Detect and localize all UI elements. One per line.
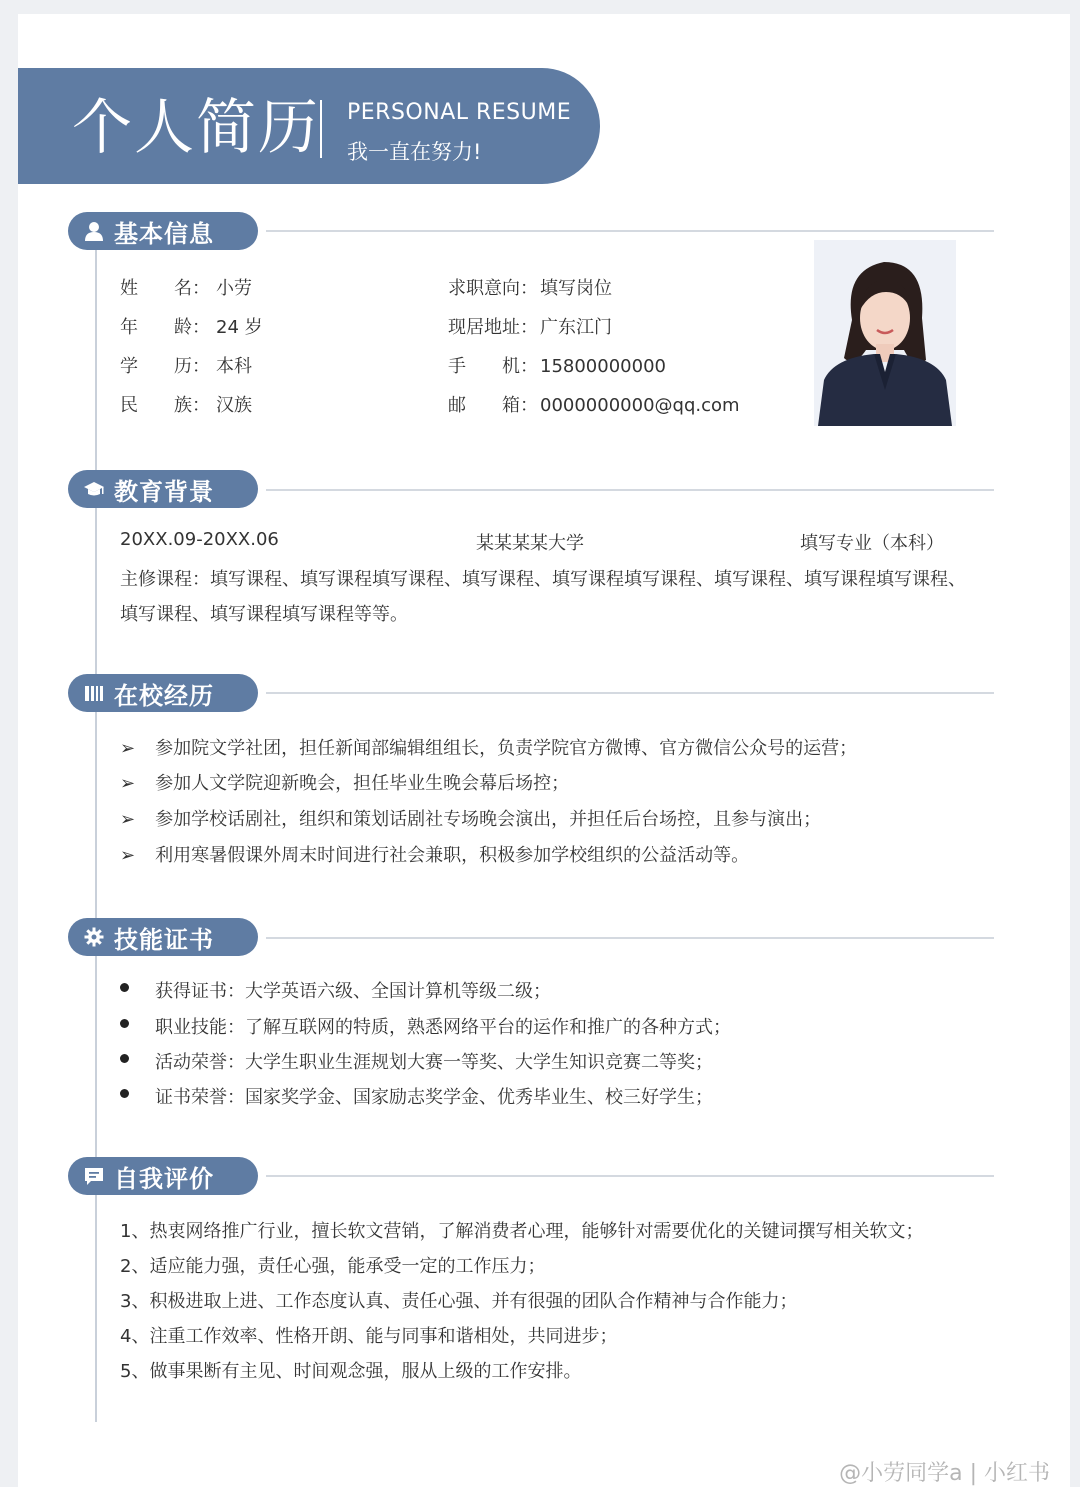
- campus-item: [120, 805, 821, 831]
- info-value: 填写岗位: [540, 278, 612, 299]
- timeline-line: [95, 228, 97, 1422]
- info-value: 本科: [216, 356, 252, 377]
- self-eval-item: 3、积极进取上进、工作态度认真、责任心强、并有很强的团队合作精神与合作能力；: [120, 1291, 798, 1312]
- profile-photo: [814, 240, 956, 426]
- bullet-dot-icon: [120, 1054, 129, 1063]
- section-divider-education: [266, 489, 994, 491]
- section-divider-skills: [266, 937, 994, 939]
- info-value: 广东江门: [540, 317, 612, 338]
- section-header-basic-info: [68, 212, 258, 250]
- section-title-education: 教育背景: [114, 477, 214, 506]
- edu-school: 某某某某大学: [476, 533, 584, 554]
- resume-subtitle-en: PERSONAL RESUME: [347, 100, 572, 125]
- header-divider: [320, 100, 322, 158]
- info-education: [120, 352, 252, 378]
- section-header-education: [68, 470, 258, 508]
- section-header-campus: [68, 674, 258, 712]
- arrow-bullet-icon: ➢: [120, 809, 136, 830]
- user-icon: [84, 221, 104, 241]
- info-label: 年 龄：: [120, 317, 210, 338]
- section-title-skills: 技能证书: [114, 925, 214, 954]
- section-header-self-eval: [68, 1157, 258, 1195]
- self-eval-item: 1、热衷网络推广行业，擅长软文营销，了解消费者心理，能够针对需要优化的关键词撰写相关软文；: [120, 1221, 924, 1242]
- arrow-bullet-icon: ➢: [120, 738, 136, 759]
- info-address: [448, 313, 612, 339]
- info-label: 现居地址：: [448, 317, 538, 338]
- campus-item-text: 利用寒暑假课外周末时间进行社会兼职，积极参加学校组织的公益活动等。: [155, 845, 750, 866]
- gear-icon: [84, 927, 104, 947]
- self-eval-item: 2、适应能力强，责任心强，能承受一定的工作压力；: [120, 1256, 546, 1277]
- section-title-campus: 在校经历: [114, 681, 214, 710]
- bullet-dot-icon: [120, 983, 129, 992]
- skill-item: 证书荣誉：国家奖学金、国家励志奖学金、优秀毕业生、校三好学生；: [155, 1087, 713, 1108]
- skill-item: 活动荣誉：大学生职业生涯规划大赛一等奖、大学生知识竞赛二等奖；: [155, 1052, 713, 1073]
- section-title-self-eval: 自我评价: [114, 1164, 214, 1193]
- info-label: 手 机：: [448, 356, 538, 377]
- info-value: 15800000000: [540, 356, 666, 377]
- campus-item-text: 参加院文学社团，担任新闻部编辑组组长，负责学院官方微博、官方微信公众号的运营；: [155, 738, 858, 759]
- resume-title: 个人简历: [72, 93, 320, 163]
- edu-courses-line-1: 主修课程：填写课程、填写课程填写课程、填写课程、填写课程填写课程、填写课程、填写课程填写课程、: [120, 569, 966, 590]
- info-email: [448, 391, 740, 417]
- info-label: 邮 箱：: [448, 395, 538, 416]
- info-label: 民 族：: [120, 395, 210, 416]
- campus-item: [120, 841, 749, 867]
- section-header-skills: [68, 918, 258, 956]
- campus-item: [120, 734, 857, 760]
- info-ethnicity: [120, 391, 252, 417]
- campus-item: [120, 769, 569, 795]
- self-eval-item: 5、做事果断有主见、时间观念强，服从上级的工作安排。: [120, 1361, 582, 1382]
- info-label: 求职意向：: [448, 278, 538, 299]
- info-phone: [448, 352, 666, 378]
- self-eval-item: 4、注重工作效率、性格开朗、能与同事和谐相处，共同进步；: [120, 1326, 618, 1347]
- edu-period: 20XX.09-20XX.06: [120, 529, 279, 550]
- info-label: 学 历：: [120, 356, 210, 377]
- bullet-dot-icon: [120, 1089, 129, 1098]
- arrow-bullet-icon: ➢: [120, 845, 136, 866]
- comment-icon: [84, 1166, 104, 1186]
- books-icon: [84, 683, 104, 703]
- arrow-bullet-icon: ➢: [120, 773, 136, 794]
- resume-slogan: 我一直在努力!: [347, 140, 482, 164]
- info-age: [120, 313, 263, 339]
- skill-item: 职业技能：了解互联网的特质，熟悉网络平台的运作和推广的各种方式；: [155, 1017, 731, 1038]
- edu-major: 填写专业（本科）: [800, 533, 944, 554]
- info-value: 24 岁: [216, 317, 263, 338]
- info-value: 小劳: [216, 278, 252, 299]
- info-label: 姓 名：: [120, 278, 210, 299]
- campus-item-text: 参加人文学院迎新晚会，担任毕业生晚会幕后场控；: [155, 773, 570, 794]
- section-divider-basic-info: [266, 230, 994, 232]
- graduation-cap-icon: [84, 479, 104, 499]
- edu-courses-line-2: 填写课程、填写课程填写课程等等。: [120, 604, 408, 625]
- section-title-basic-info: 基本信息: [114, 219, 214, 248]
- campus-item-text: 参加学校话剧社，组织和策划话剧社专场晚会演出，并担任后台场控，且参与演出；: [155, 809, 822, 830]
- info-job-intention: [448, 274, 612, 300]
- bullet-dot-icon: [120, 1019, 129, 1028]
- info-name: [120, 274, 252, 300]
- skill-item: 获得证书：大学英语六级、全国计算机等级二级；: [155, 981, 551, 1002]
- section-divider-self-eval: [266, 1175, 994, 1177]
- watermark: @小劳同学a | 小红书: [839, 1461, 1050, 1486]
- section-divider-campus: [266, 692, 994, 694]
- info-value: 汉族: [216, 395, 252, 416]
- info-value: 0000000000@qq.com: [540, 395, 740, 416]
